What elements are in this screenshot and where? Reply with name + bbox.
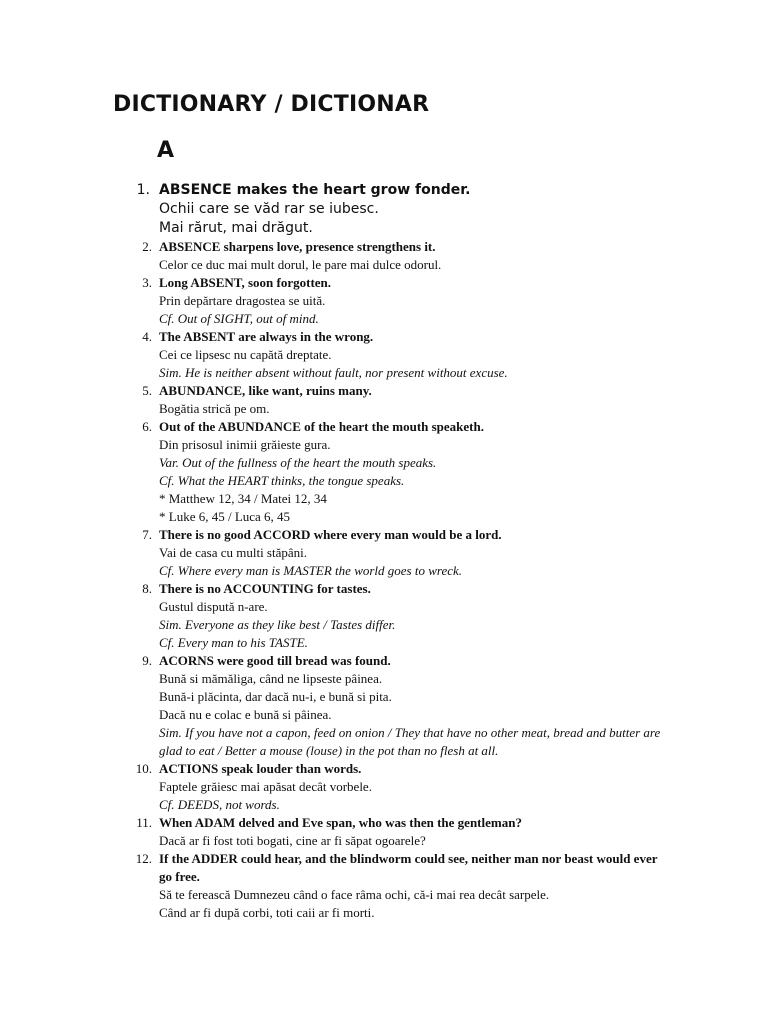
proverb-entry — [0, 382, 768, 418]
translation-line: Din prisosul inimii grăieste gura. — [159, 437, 331, 452]
translation-line: Dacă ar fi fost toti bogati, cine ar fi săpat ogoarele? — [159, 833, 426, 848]
proverb-entry — [0, 760, 768, 814]
entry-number: 2. — [142, 239, 152, 254]
proverb-headline: ABSENCE sharpens love, presence strengthens it. — [159, 239, 436, 254]
proverb-entry — [0, 526, 768, 580]
cross-reference: Cf. What the HEART thinks, the tongue speaks. — [159, 473, 405, 488]
proverb-headline: ACTIONS speak louder than words. — [159, 761, 362, 776]
translation-line: Cei ce lipsesc nu capătă dreptate. — [159, 347, 332, 362]
proverb-headline: Out of the ABUNDANCE of the heart the mouth speaketh. — [159, 419, 484, 434]
entry-number: 11. — [136, 815, 152, 830]
translation-line: Mai rărut, mai drăgut. — [159, 220, 313, 236]
entry-number: 10. — [135, 761, 152, 776]
proverb-headline: There is no ACCOUNTING for tastes. — [159, 581, 371, 596]
translation-line: Vai de casa cu multi stăpâni. — [159, 545, 308, 560]
proverb-entry — [0, 580, 768, 652]
proverb-entry — [0, 328, 768, 382]
section-letter: A — [157, 138, 175, 163]
entry-number: 5. — [142, 383, 152, 398]
proverb-headline: The ABSENT are always in the wrong. — [159, 329, 374, 344]
proverb-entry — [0, 238, 768, 274]
translation-line: Bună si mămăliga, când ne lipseste pâinea. — [159, 671, 383, 686]
proverb-headline: ACORNS were good till bread was found. — [159, 653, 391, 668]
proverb-entry — [0, 181, 768, 238]
translation-line: Gustul dispută n-are. — [159, 599, 268, 614]
translation-line: Prin depărtare dragostea se uită. — [159, 293, 326, 308]
entry-number: 3. — [142, 275, 152, 290]
translation-line: Să te ferească Dumnezeu când o face râma ochi, că-i mai rea decât sarpele. — [159, 887, 550, 902]
cross-reference: Cf. Where every man is MASTER the world goes to wreck. — [159, 563, 463, 578]
translation-line: Faptele grăiesc mai apăsat decât vorbele. — [159, 779, 372, 794]
proverb-entry — [0, 418, 768, 526]
proverb-entry — [0, 274, 768, 328]
translation-line: Celor ce duc mai mult dorul, le pare mai dulce odorul. — [159, 257, 442, 272]
entry-number: 1. — [136, 182, 150, 198]
cross-reference: Sim. Everyone as they like best / Tastes differ. — [159, 617, 396, 632]
translation-line: Când ar fi după corbi, toti caii ar fi morti. — [159, 905, 375, 920]
translation-line: Bună-i plăcinta, dar dacă nu-i, e bună si pita. — [159, 689, 392, 704]
translation-line: Ochii care se văd rar se iubesc. — [159, 201, 379, 217]
entry-number: 4. — [142, 329, 152, 344]
entry-number: 9. — [142, 653, 152, 668]
entry-number: 6. — [142, 419, 152, 434]
cross-reference: Cf. DEEDS, not words. — [159, 797, 280, 812]
cross-reference: Sim. If you have not a capon, feed on onion / They that have no other meat, bread and butter are glad to eat / Better a mouse (louse) in the pot than no flesh at all. — [159, 725, 661, 758]
proverb-headline: When ADAM delved and Eve span, who was then the gentleman? — [159, 815, 522, 830]
proverb-entry — [0, 814, 768, 850]
proverb-headline: There is no good ACCORD where every man would be a lord. — [159, 527, 502, 542]
proverb-entry — [0, 850, 768, 922]
proverb-list — [0, 181, 768, 922]
cross-reference: Sim. He is neither absent without fault, nor present without excuse. — [159, 365, 508, 380]
entry-number: 12. — [135, 851, 152, 866]
cross-reference: Var. Out of the fullness of the heart the mouth speaks. — [159, 455, 437, 470]
translation-line: Dacă nu e colac e bună si pâinea. — [159, 707, 332, 722]
document-title: DICTIONARY / DICTIONAR — [113, 92, 430, 117]
proverb-headline: ABUNDANCE, like want, ruins many. — [159, 383, 372, 398]
cross-reference: Cf. Out of SIGHT, out of mind. — [159, 311, 319, 326]
proverb-headline: ABSENCE makes the heart grow fonder. — [159, 182, 471, 198]
cross-reference: Cf. Every man to his TASTE. — [159, 635, 308, 650]
proverb-headline: Long ABSENT, soon forgotten. — [159, 275, 332, 290]
proverb-headline: If the ADDER could hear, and the blindworm could see, neither man nor beast would ever go free. — [159, 851, 658, 884]
translation-line: Bogătia strică pe om. — [159, 401, 270, 416]
entry-number: 8. — [142, 581, 152, 596]
translation-line: * Matthew 12, 34 / Matei 12, 34 — [159, 491, 327, 506]
translation-line: * Luke 6, 45 / Luca 6, 45 — [159, 509, 291, 524]
entry-number: 7. — [142, 527, 152, 542]
proverb-entry — [0, 652, 768, 760]
